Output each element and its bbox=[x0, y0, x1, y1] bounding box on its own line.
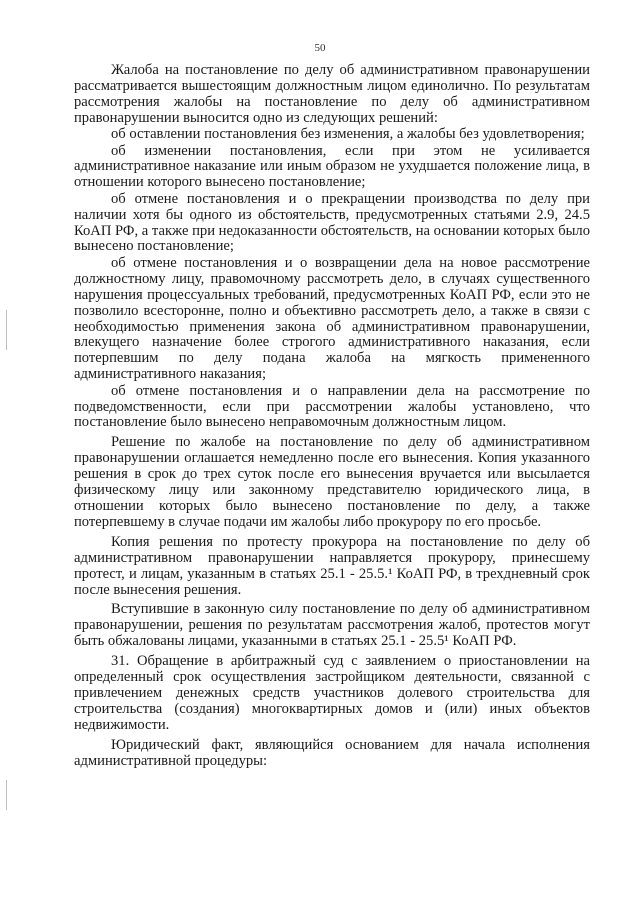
paragraph-legal-fact: Юридический факт, являющийся основанием для начала исполнения административной процедуры: bbox=[74, 736, 590, 769]
paragraph-decision-announcement: Решение по жалобе на постановление по делу об административном правонарушении оглашается немедленно после его вынесения. Копия указанного решения в срок до трех суток после его вынесения вручается или высылается физическому лицу или законному представителю юридического лица, в отношении которых было вынесено постановление по делу, а также потерпевшему в случае подачи им жалобы либо прокурору по его просьбе. bbox=[74, 434, 590, 530]
paragraph-decision-modify: об изменении постановления, если при этом не усиливается административное наказание или иным образом не ухудшается положение лица, в отношении которого вынесено постановление; bbox=[74, 142, 590, 191]
paragraph-decision-cancel-terminate: об отмене постановления и о прекращении производства по делу при наличии хотя бы одного из обстоятельств, предусмотренных статьями 2.9, 24.5 КоАП РФ, а также при недоказанности обстоятельств, на основании которых было вынесено постановление; bbox=[74, 190, 590, 255]
paragraph-decision-cancel-redirect: об отмене постановления и о направлении дела на рассмотрение по подведомственности, если при рассмотрении жалобы установлено, что постановление было вынесено неправомочным должностным лицом. bbox=[74, 382, 590, 431]
scan-edge-mark bbox=[6, 310, 7, 350]
paragraph-protest-copy: Копия решения по протесту прокурора на постановление по делу об административном правонарушении направляется прокурору, принесшему протест, и лицам, указанным в статьях 25.1 - 25.5.¹ КоАП РФ, в трехдневный срок после вынесения решения. bbox=[74, 533, 590, 598]
page-number: 50 bbox=[314, 42, 326, 54]
scan-edge-mark bbox=[6, 780, 7, 810]
paragraph-complaint-review: Жалоба на постановление по делу об административном правонарушении рассматривается вышестоящим должностным лицом единолично. По результатам рассмотрения жалобы на постановление по делу об административном правонарушении выносится одно из следующих решений: bbox=[74, 62, 590, 126]
document-body bbox=[74, 63, 590, 769]
paragraph-appeal-rights: Вступившие в законную силу постановление по делу об административном правонарушении, решения по результатам рассмотрения жалоб, протестов могут быть обжалованы лицами, указанными в статьях 25.1 - 25.5¹ КоАП РФ. bbox=[74, 601, 590, 650]
paragraph-decision-cancel-return: об отмене постановления и о возвращении дела на новое рассмотрение должностному лицу, правомочному рассмотреть дело, в случаях существенного нарушения процессуальных требований, предусмотренных КоАП РФ, если это не позволило всесторонне, полно и объективно рассмотреть дело, а также в связи с необходимостью применения закона об административном правонарушении, влекущего назначение более строгого административного наказания, если потерпевшим по делу подана жалоба на мягкость примененного административного наказания; bbox=[74, 254, 590, 383]
paragraph-decision-leave-unchanged: об оставлении постановления без изменения, а жалобы без удовлетворения; bbox=[111, 126, 585, 143]
paragraph-item-31: 31. Обращение в арбитражный суд с заявлением о приостановлении на определенный срок осуществления застройщиком деятельности, связанной с привлечением денежных средств участников долевого строительства для строительства (создания) многоквартирных домов и (или) иных объектов недвижимости. bbox=[74, 653, 590, 733]
